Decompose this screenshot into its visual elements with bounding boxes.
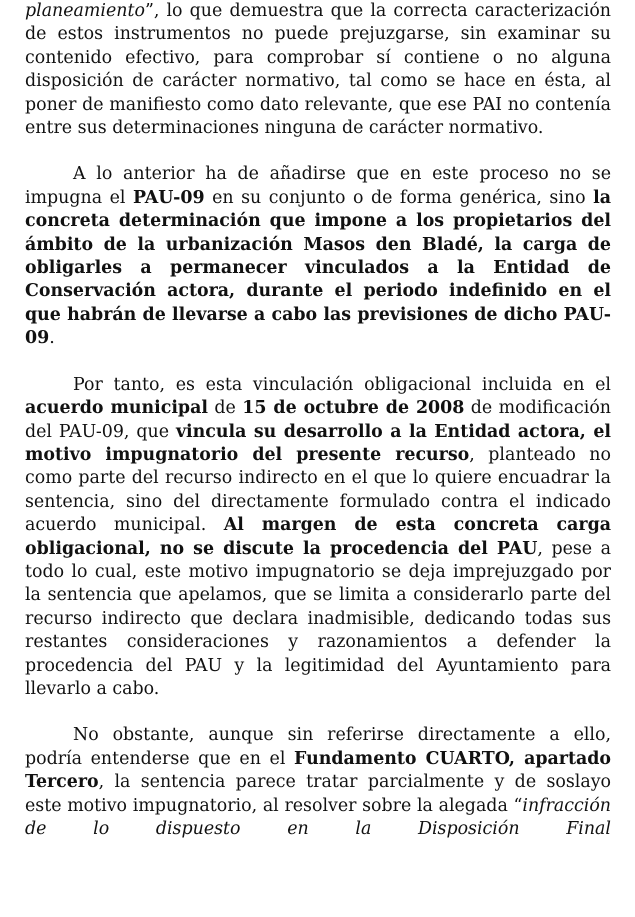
bold-text: Al margen de esta concreta carga obligacional, no se discute la procedencia del PAU — [25, 515, 611, 559]
paragraph-text: , la sentencia parece tratar parcialmente y de soslayo este motivo impugnatorio, al resolver sobre la alegada “ — [25, 772, 611, 816]
paragraph-4 — [25, 724, 611, 841]
paragraph-text: ”, lo que demuestra que la correcta caracterización de estos instrumentos no puede prejuzgarse, sin examinar su contenido efectivo, para comprobar sí contiene o no alguna disposición de carácter normativo, tal como se hace en ésta, al poner de manifiesto como dato relevante, que ese PAI no contenía entre sus determinaciones ninguna de carácter normativo. — [25, 1, 611, 139]
bold-text: 15 de octubre de 2008 — [242, 398, 465, 419]
document-page — [25, 0, 611, 841]
bold-text: vincula su desarrollo a la Entidad actora, el motivo impugnatorio del presente recurso — [25, 421, 611, 465]
bold-text: PAU-09 — [132, 187, 205, 208]
paragraph-text: , pese a todo lo cual, este motivo impugnatorio se deja imprejuzgado por la sentencia que apelamos, que se limita a considerarlo parte del recurso indirecto que declara inadmisible, dedicando todas sus restantes consideraciones y razonamientos a defender la procedencia del PAU y la legitimidad del Ayuntamiento para llevarlo a cabo. — [25, 538, 612, 699]
italic-text: planeamiento — [25, 1, 145, 21]
paragraph-text: , planteado no como parte del recurso indirecto en el que lo quiere encuadrar la sentencia, sino del directamente formulado contra el indicado acuerdo municipal. — [25, 444, 611, 536]
paragraph-gap — [25, 701, 611, 724]
bold-text: Fundamento CUARTO, apartado Tercero — [25, 748, 611, 793]
paragraph-text: . — [49, 328, 55, 349]
paragraph-text: de modificación del PAU-09, que — [25, 398, 611, 442]
paragraph-text: en su conjunto o de forma genérica, sino — [204, 187, 594, 208]
paragraph-text: Por tanto, es esta vinculación obligacional incluida en el — [73, 374, 611, 395]
paragraph-1 — [25, 0, 611, 140]
bold-text: acuerdo municipal — [25, 398, 208, 419]
paragraph-text: No obstante, aunque sin referirse directamente a ello, podría entenderse que en el — [25, 725, 611, 769]
paragraph-2 — [25, 163, 611, 350]
paragraph-text: de — [207, 398, 243, 419]
paragraph-gap — [25, 140, 611, 163]
paragraph-gap — [25, 351, 611, 374]
bold-text: la concreta determinación que impone a los propietarios del ámbito de la urbanización Masos den Bladé, la carga de obligarles a permanecer vinculados a la Entidad de Conservación actora, durante el periodo indefinido en el que habrán de llevarse a cabo las previsiones de dicho PAU-09 — [25, 187, 611, 349]
paragraph-text: A lo anterior ha de añadirse que en este proceso no se impugna el — [25, 164, 611, 208]
paragraph-3 — [25, 374, 611, 702]
italic-text: infracción de lo dispuesto en la Disposición Final — [25, 795, 611, 839]
